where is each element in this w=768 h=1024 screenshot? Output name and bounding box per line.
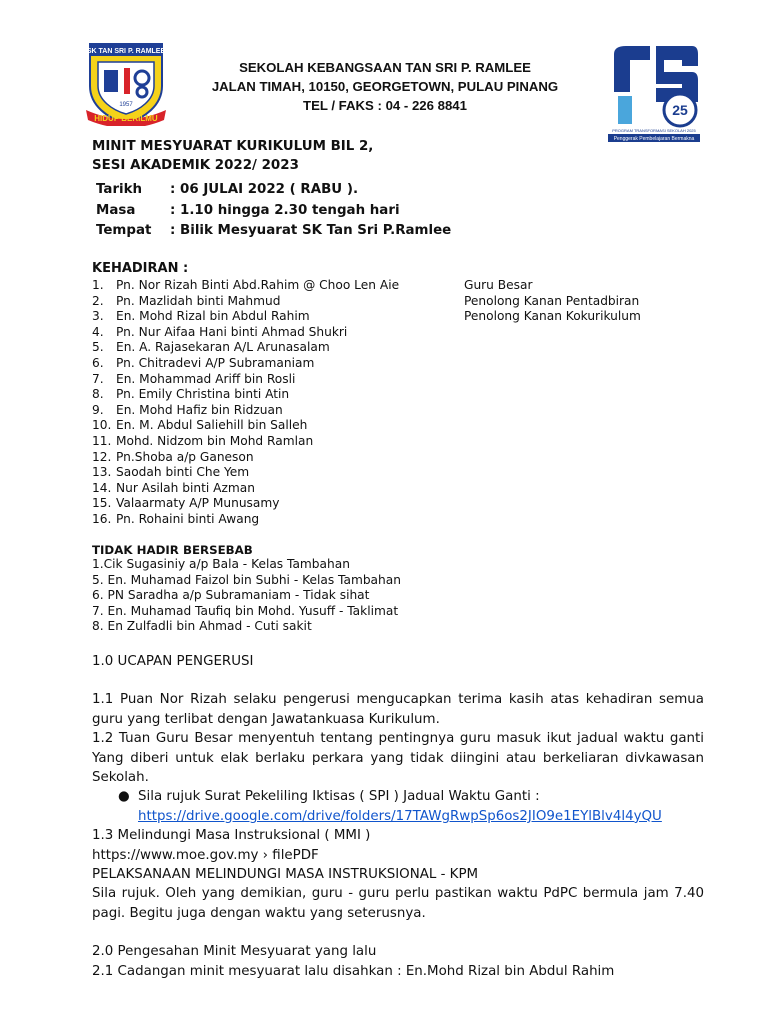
item-name: En. Mohammad Ariff bin Rosli (116, 371, 296, 386)
meta-value: : 1.10 hingga 2.30 tengah hari (170, 202, 400, 218)
item-name: En. M. Abdul Saliehill bin Salleh (116, 418, 308, 433)
list-item (92, 512, 641, 528)
bullet-text: Sila rujuk Surat Pekeliling Iktisas ( SPI ) Jadual Waktu Ganti : (138, 789, 540, 805)
crest-top-text: SK TAN SRI P. RAMLEE (86, 48, 166, 55)
crest-motto-text: HIDUP BERILMU (94, 114, 158, 123)
paragraph-2-1: 2.1 Cadangan minit mesyuarat lalu disahkan : En.Mohd Rizal bin Abdul Rahim (92, 963, 615, 979)
paragraph-1-2: 1.2 Tuan Guru Besar menyentuh tentang pentingnya guru masuk ikut jadual waktu ganti Yang diberi untuk elak berlaku perkara yang tidak diingini atau berkeliaran divkawasan Sekolah. (92, 731, 704, 786)
item-number: 5. (92, 340, 104, 355)
school-address: JALAN TIMAH, 10150, GEORGETOWN, PULAU PINANG (211, 79, 559, 94)
item-role: Penolong Kanan Pentadbiran (464, 293, 640, 308)
list-item: 6. PN Saradha a/p Subramaniam - Tidak sihat (92, 588, 370, 603)
item-number: 11. (92, 433, 112, 448)
list-item (92, 434, 641, 450)
meta-time (96, 201, 451, 222)
list-item (92, 325, 641, 341)
item-name: Pn. Nur Aifaa Hani binti Ahmad Shukri (116, 324, 348, 339)
item-number: 14. (92, 480, 112, 495)
meta-place (96, 221, 451, 242)
paragraph-1-1: 1.1 Puan Nor Rizah selaku pengerusi mengucapkan terima kasih atas kehadiran semua guru yang terlibat dengan Jawatankuasa Kurikulum. (92, 692, 704, 727)
item-number: 9. (92, 402, 104, 417)
item-name: En. Mohd Rizal bin Abdul Rahim (116, 309, 310, 324)
list-item (92, 372, 641, 388)
item-name: Saodah binti Che Yem (116, 465, 250, 480)
list-item (92, 418, 641, 434)
list-item (92, 278, 641, 294)
item-name: Pn. Chitradevi A/P Subramaniam (116, 355, 315, 370)
item-number: 2. (92, 293, 104, 308)
meta-label: Masa (96, 202, 136, 218)
item-role: Guru Besar (464, 278, 533, 292)
attendance-list (92, 278, 641, 528)
logo-number: 25 (672, 102, 688, 118)
item-name: En. Mohd Hafiz bin Ridzuan (116, 402, 283, 417)
item-number: 15. (92, 496, 112, 511)
item-number: 7. (92, 371, 104, 386)
paragraph-1-3: 1.3 Melindungi Masa Instruksional ( MMI ) (92, 828, 371, 844)
school-phone: TEL / FAKS : 04 - 226 8841 (303, 98, 467, 113)
section-2-heading: 2.0 Pengesahan Minit Mesyuarat yang lalu (92, 944, 377, 960)
item-number: 10. (92, 418, 112, 433)
minutes-title (92, 137, 373, 175)
item-name: Pn. Nor Rizah Binti Abd.Rahim @ Choo Len Aie (116, 278, 400, 292)
minutes-body (92, 652, 704, 981)
paragraph-1-3-detail: Sila rujuk. Oleh yang demikian, guru - guru perlu pastikan waktu PdPC bermula jam 7.40 pagi. Begitu juga dengan waktu yang seterusnya. (92, 886, 704, 921)
attendance-heading: KEHADIRAN : (92, 261, 189, 276)
list-item (92, 387, 641, 403)
item-name: Valaarmaty A/P Munusamy (116, 496, 280, 511)
item-name: En. A. Rajasekaran A/L Arunasalam (116, 340, 330, 355)
list-item (92, 403, 641, 419)
school-crest-logo (84, 40, 168, 126)
ts25-program-logo (606, 44, 702, 142)
absent-heading: TIDAK HADIR BERSEBAB (92, 543, 253, 557)
title-line-1: MINIT MESYUARAT KURIKULUM BIL 2, (92, 139, 374, 154)
list-item (92, 465, 641, 481)
list-item (92, 450, 641, 466)
moe-url: https://www.moe.gov.my › filePDF (92, 847, 319, 863)
item-name: Mohd. Nidzom bin Mohd Ramlan (116, 433, 314, 448)
school-name: SEKOLAH KEBANGSAAN TAN SRI P. RAMLEE (239, 60, 531, 75)
item-name: Pn. Emily Christina binti Atin (116, 387, 290, 402)
meta-value: : Bilik Mesyuarat SK Tan Sri P.Ramlee (170, 223, 452, 238)
absent-list (92, 557, 401, 635)
item-name: Pn. Mazlidah binti Mahmud (116, 293, 281, 308)
meeting-meta (96, 180, 451, 242)
item-number: 13. (92, 465, 112, 480)
logo-tagline: Penggerak Pembelajaran Bermakna (613, 136, 695, 142)
item-name: Pn. Rohaini binti Awang (116, 511, 260, 526)
list-item (92, 340, 641, 356)
meta-label: Tarikh (96, 182, 143, 197)
list-item (92, 294, 641, 310)
title-line-2: SESI AKADEMIK 2022/ 2023 (92, 158, 299, 173)
item-number: 12. (92, 449, 112, 464)
list-item: 7. En. Muhamad Taufiq bin Mohd. Yusuff - Taklimat (92, 603, 399, 618)
meta-value: : 06 JULAI 2022 ( RABU ). (170, 182, 359, 197)
list-item: 1.Cik Sugasiniy a/p Bala - Kelas Tambahan (92, 557, 350, 571)
item-number: 1. (92, 278, 104, 292)
drive-link[interactable]: https://drive.google.com/drive/folders/17TAWgRwpSp6os2JIO9e1EYlBlv4l4yQU (138, 808, 662, 824)
mmi-title: PELAKSANAAN MELINDUNGI MASA INSTRUKSIONAL - KPM (92, 867, 479, 883)
item-number: 3. (92, 309, 104, 324)
bullet-dot-icon: ● (118, 789, 130, 805)
list-item (92, 309, 641, 325)
list-item: 8. En Zulfadli bin Ahmad - Cuti sakit (92, 619, 312, 634)
meta-date (96, 180, 451, 201)
crest-year-text: 1957 (119, 102, 133, 108)
item-number: 6. (92, 355, 104, 370)
list-item (92, 356, 641, 372)
item-role: Penolong Kanan Kokurikulum (464, 309, 641, 324)
school-header (180, 58, 590, 115)
list-item: 5. En. Muhamad Faizol bin Subhi - Kelas Tambahan (92, 572, 401, 587)
list-item (92, 496, 641, 512)
list-item (92, 481, 641, 497)
item-name: Nur Asilah binti Azman (116, 480, 255, 495)
meta-label: Tempat (96, 223, 152, 238)
logo-caption: PROGRAM TRANSFORMASI SEKOLAH 2025 (612, 128, 696, 133)
item-number: 4. (92, 324, 104, 339)
item-number: 16. (92, 511, 112, 526)
item-name: Pn.Shoba a/p Ganeson (116, 449, 254, 464)
bullet-item (92, 787, 704, 806)
item-number: 8. (92, 387, 104, 402)
section-1-heading: 1.0 UCAPAN PENGERUSI (92, 654, 254, 669)
